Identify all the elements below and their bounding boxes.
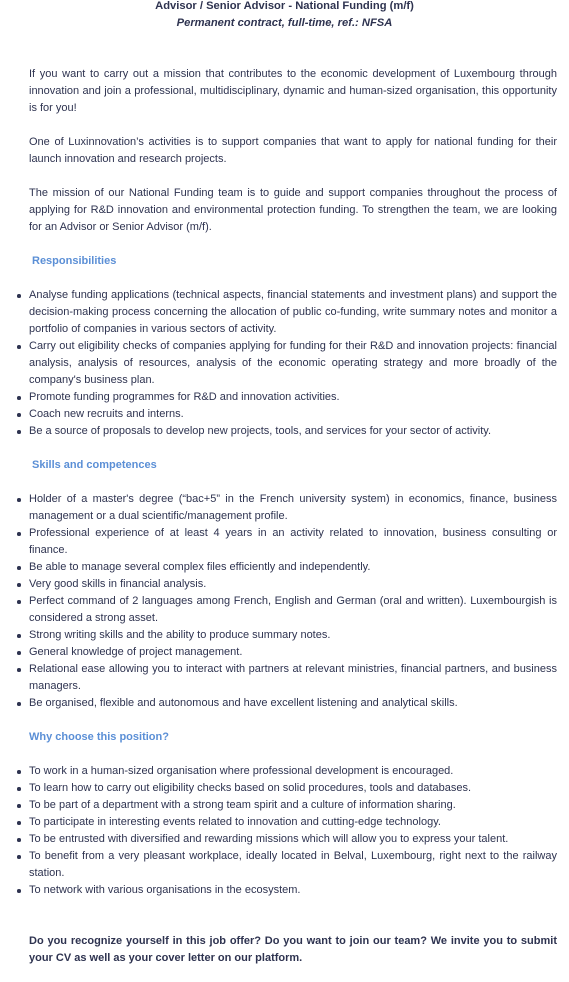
list-item: To be part of a department with a strong team spirit and a culture of information sharing.: [29, 797, 557, 814]
list-item: Professional experience of at least 4 years in an activity related to innovation, business consulting or finance.: [29, 525, 557, 559]
list-item: Promote funding programmes for R&D and innovation activities.: [29, 389, 557, 406]
list-item: Coach new recruits and interns.: [29, 406, 557, 423]
skills-heading: Skills and competences: [32, 459, 157, 471]
list-item: Relational ease allowing you to interact with partners at relevant ministries, financial partners, and business managers.: [29, 661, 557, 695]
list-item: Be a source of proposals to develop new projects, tools, and services for your sector of activity.: [29, 423, 557, 440]
list-item: Very good skills in financial analysis.: [29, 576, 557, 593]
why-heading: Why choose this position?: [29, 731, 169, 743]
intro-paragraph-1: If you want to carry out a mission that contributes to the economic development of Luxembourg through innovation and join a professional, multidisciplinary, dynamic and human-sized organisation, this opportunity is for you!: [29, 68, 557, 114]
skills-list: [29, 491, 557, 712]
list-item: To network with various organisations in the ecosystem.: [29, 882, 557, 899]
intro-paragraph-2: One of Luxinnovation’s activities is to support companies that want to apply for national funding for their launch innovation and research projects.: [29, 136, 557, 165]
list-item: Perfect command of 2 languages among French, English and German (oral and written). Luxembourgish is considered a strong asset.: [29, 593, 557, 627]
job-title: Advisor / Senior Advisor - National Funding (m/f): [155, 0, 414, 12]
list-item: Holder of a master's degree (“bac+5” in the French university system) in economics, finance, business management or a dual scientific/management profile.: [29, 491, 557, 525]
intro-paragraph-3: The mission of our National Funding team is to guide and support companies throughout the process of applying for R&D innovation and environmental protection funding. To strengthen the team, we are looking for an Advisor or Senior Advisor (m/f).: [29, 187, 557, 233]
closing-paragraph: Do you recognize yourself in this job offer? Do you want to join our team? We invite you to submit your CV as well as your cover letter on our platform.: [29, 935, 557, 964]
why-list: [29, 763, 557, 899]
job-subtitle: Permanent contract, full-time, ref.: NFSA: [176, 17, 393, 29]
responsibilities-heading: Responsibilities: [32, 255, 117, 267]
list-item: Analyse funding applications (technical aspects, financial statements and investment plans) and support the decision-making process concerning the allocation of public co-funding, write summary notes and monitor a portfolio of companies in various sectors of activity.: [29, 287, 557, 338]
list-item: General knowledge of project management.: [29, 644, 557, 661]
list-item: To learn how to carry out eligibility checks based on solid procedures, tools and databases.: [29, 780, 557, 797]
list-item: Strong writing skills and the ability to produce summary notes.: [29, 627, 557, 644]
list-item: To participate in interesting events related to innovation and cutting-edge technology.: [29, 814, 557, 831]
list-item: Carry out eligibility checks of companies applying for funding for their R&D and innovation projects: financial analysis, analysis of resources, analysis of the economic operating strategy and more broadly of the company's business plan.: [29, 338, 557, 389]
list-item: To benefit from a very pleasant workplace, ideally located in Belval, Luxembourg, right next to the railway station.: [29, 848, 557, 882]
list-item: To be entrusted with diversified and rewarding missions which will allow you to express your talent.: [29, 831, 557, 848]
job-description: [0, 66, 569, 967]
list-item: To work in a human-sized organisation where professional development is encouraged.: [29, 763, 557, 780]
list-item: Be able to manage several complex files efficiently and independently.: [29, 559, 557, 576]
responsibilities-list: [29, 287, 557, 440]
list-item: Be organised, flexible and autonomous and have excellent listening and analytical skills.: [29, 695, 557, 712]
